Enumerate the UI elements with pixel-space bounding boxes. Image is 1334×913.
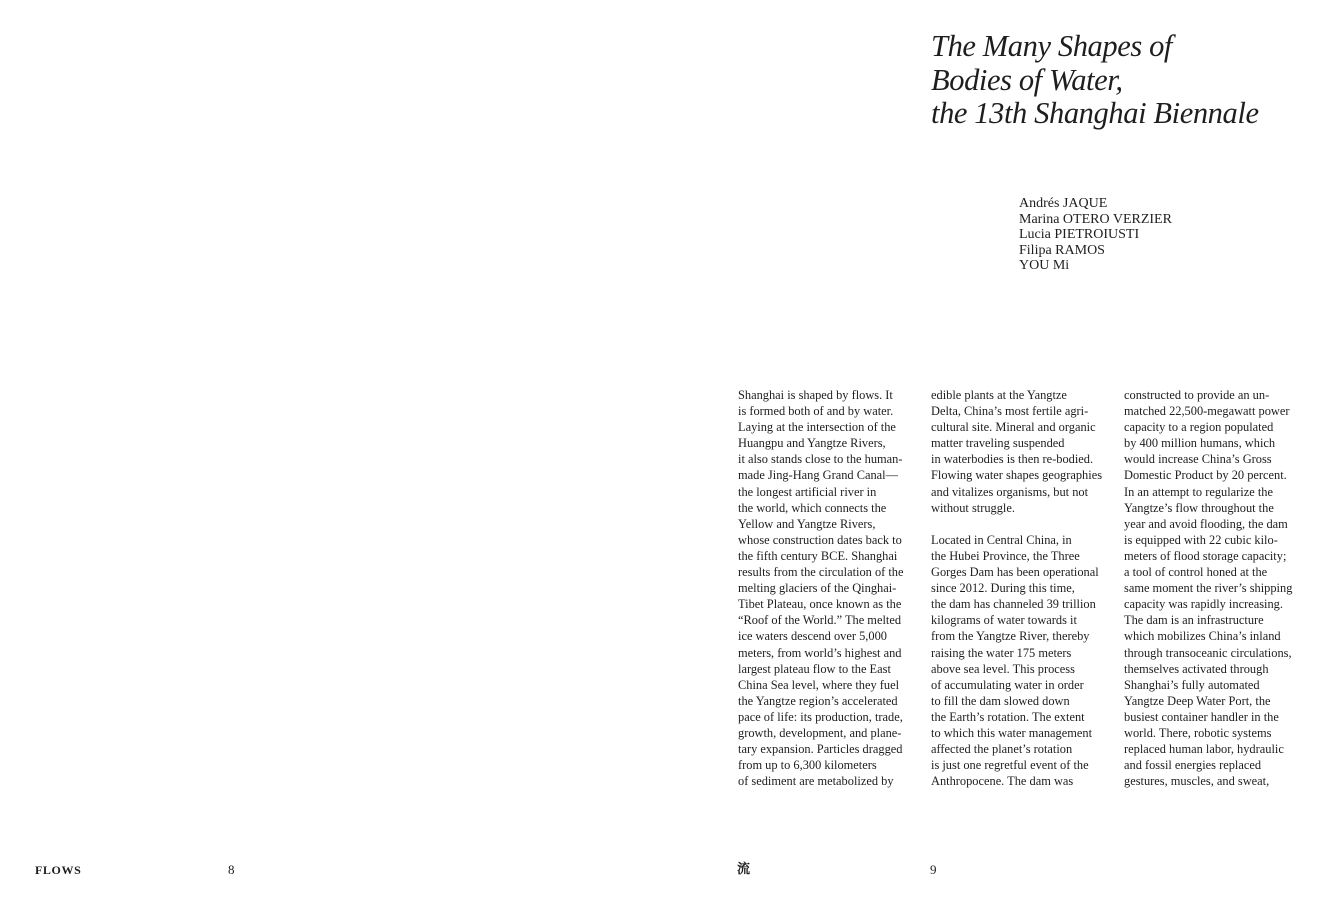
text-line: raising the water 175 meters — [931, 645, 1072, 660]
text-line: and fossil energies replaced — [1124, 758, 1262, 773]
text-line: made Jing-Hang Grand Canal— — [738, 468, 899, 483]
text-line: tary expansion. Particles dragged — [738, 742, 903, 757]
text-line: in waterbodies is then re-bodied. — [931, 452, 1094, 467]
text-line: Delta, China’s most fertile agri- — [931, 404, 1089, 419]
text-line: since 2012. During this time, — [931, 581, 1075, 596]
text-line: would increase China’s Gross — [1124, 452, 1272, 467]
text-line: kilograms of water towards it — [931, 613, 1077, 628]
text-line: by 400 million humans, which — [1124, 436, 1276, 451]
page-title — [931, 30, 1259, 131]
body-column-1 — [738, 387, 904, 789]
text-line: the longest artificial river in — [738, 484, 877, 499]
text-line: Gorges Dam has been operational — [931, 565, 1099, 580]
text-line: above sea level. This process — [931, 661, 1075, 676]
text-line: In an attempt to regularize the — [1124, 484, 1273, 499]
text-line: the dam has channeled 39 trillion — [931, 597, 1096, 612]
text-line: from up to 6,300 kilometers — [738, 758, 877, 773]
text-line: to which this water management — [931, 725, 1093, 740]
text-line: melting glaciers of the Qinghai- — [738, 581, 897, 596]
running-head-character: 流 — [737, 862, 751, 877]
author-name: Andrés JAQUE — [1019, 196, 1108, 211]
running-head-title: FLOWS — [35, 863, 82, 877]
text-line: Yellow and Yangtze Rivers, — [738, 516, 876, 531]
text-line: is just one regretful event of the — [931, 758, 1089, 773]
text-line: the fifth century BCE. Shanghai — [738, 548, 898, 563]
text-line: matter traveling suspended — [931, 436, 1065, 451]
text-line: busiest container handler in the — [1124, 709, 1279, 724]
text-line: Yangtze Deep Water Port, the — [1124, 693, 1271, 708]
text-line: world. There, robotic systems — [1124, 725, 1272, 740]
text-line: capacity to a region populated — [1124, 420, 1274, 435]
text-line: The dam is an infrastructure — [1124, 613, 1264, 628]
text-line: which mobilizes China’s inland — [1124, 629, 1281, 644]
text-line: Shanghai’s fully automated — [1124, 677, 1260, 692]
author-list — [1019, 196, 1172, 274]
text-line: results from the circulation of the — [738, 565, 904, 580]
text-line: it also stands close to the human- — [738, 452, 903, 467]
page-number-left: 8 — [228, 862, 235, 877]
title-line-1: The Many Shapes of — [931, 29, 1172, 63]
text-line: “Roof of the World.” The melted — [738, 613, 902, 628]
paragraph-2 — [931, 532, 1102, 790]
text-line: Yangtze’s flow throughout the — [1124, 500, 1274, 515]
text-line: cultural site. Mineral and organic — [931, 420, 1096, 435]
text-line: China Sea level, where they fuel — [738, 677, 900, 692]
text-line: themselves activated through — [1124, 661, 1269, 676]
text-line: Domestic Product by 20 percent. — [1124, 468, 1287, 483]
text-line: of sediment are metabolized by — [738, 774, 894, 789]
text-line: the world, which connects the — [738, 500, 887, 515]
text-line: Flowing water shapes geographies — [931, 468, 1103, 483]
text-line: the Earth’s rotation. The extent — [931, 709, 1085, 724]
author-name: YOU Mi — [1019, 258, 1070, 274]
text-line: growth, development, and plane- — [738, 725, 902, 740]
title-line-2: Bodies of Water, — [931, 62, 1123, 97]
body-column-3 — [1124, 387, 1292, 789]
text-line: of accumulating water in order — [931, 677, 1084, 692]
text-line: Located in Central China, in — [931, 532, 1072, 547]
text-line: a tool of control honed at the — [1124, 565, 1268, 580]
text-line: and vitalizes organisms, but not — [931, 484, 1089, 499]
author-name: Lucia PIETROIUSTI — [1019, 227, 1140, 243]
paragraph-gap — [931, 516, 1102, 532]
text-line: Anthropocene. The dam was — [931, 774, 1074, 789]
text-line: meters of flood storage capacity; — [1124, 548, 1287, 563]
author-name: Marina OTERO VERZIER — [1019, 211, 1172, 227]
text-line: replaced human labor, hydraulic — [1124, 742, 1284, 757]
text-line: constructed to provide an un- — [1124, 388, 1270, 402]
text-line: gestures, muscles, and sweat, — [1124, 774, 1270, 789]
text-line: meters, from world’s highest and — [738, 645, 902, 660]
text-line: ice waters descend over 5,000 — [738, 629, 887, 644]
text-line: matched 22,500-megawatt power — [1124, 404, 1290, 419]
text-line: pace of life: its production, trade, — [738, 709, 903, 724]
text-line: Huangpu and Yangtze Rivers, — [738, 436, 886, 451]
title-line-3: the 13th Shanghai Biennale — [931, 96, 1259, 130]
text-line: from the Yangtze River, thereby — [931, 629, 1090, 644]
body-column-2 — [931, 387, 1102, 789]
text-line: to fill the dam slowed down — [931, 693, 1070, 708]
text-line: the Yangtze region’s accelerated — [738, 693, 898, 708]
text-line: whose construction dates back to — [738, 532, 902, 547]
text-line: largest plateau flow to the East — [738, 661, 891, 676]
text-line: edible plants at the Yangtze — [931, 388, 1067, 402]
text-line: through transoceanic circulations, — [1124, 645, 1292, 660]
text-line: same moment the river’s shipping — [1124, 581, 1293, 596]
text-line: affected the planet’s rotation — [931, 742, 1073, 757]
text-line: year and avoid flooding, the dam — [1124, 516, 1288, 531]
text-line: capacity was rapidly increasing. — [1124, 597, 1283, 612]
text-line: is formed both of and by water. — [738, 404, 894, 419]
page-number-right: 9 — [930, 862, 937, 877]
text-line: Laying at the intersection of the — [738, 420, 896, 435]
text-line: without struggle. — [931, 500, 1015, 515]
author-name: Filipa RAMOS — [1019, 242, 1105, 258]
text-line: Tibet Plateau, once known as the — [738, 597, 902, 612]
text-line: the Hubei Province, the Three — [931, 548, 1080, 563]
paragraph-1 — [931, 387, 1102, 516]
text-line: Shanghai is shaped by flows. It — [738, 388, 893, 402]
text-line: is equipped with 22 cubic kilo- — [1124, 532, 1278, 547]
